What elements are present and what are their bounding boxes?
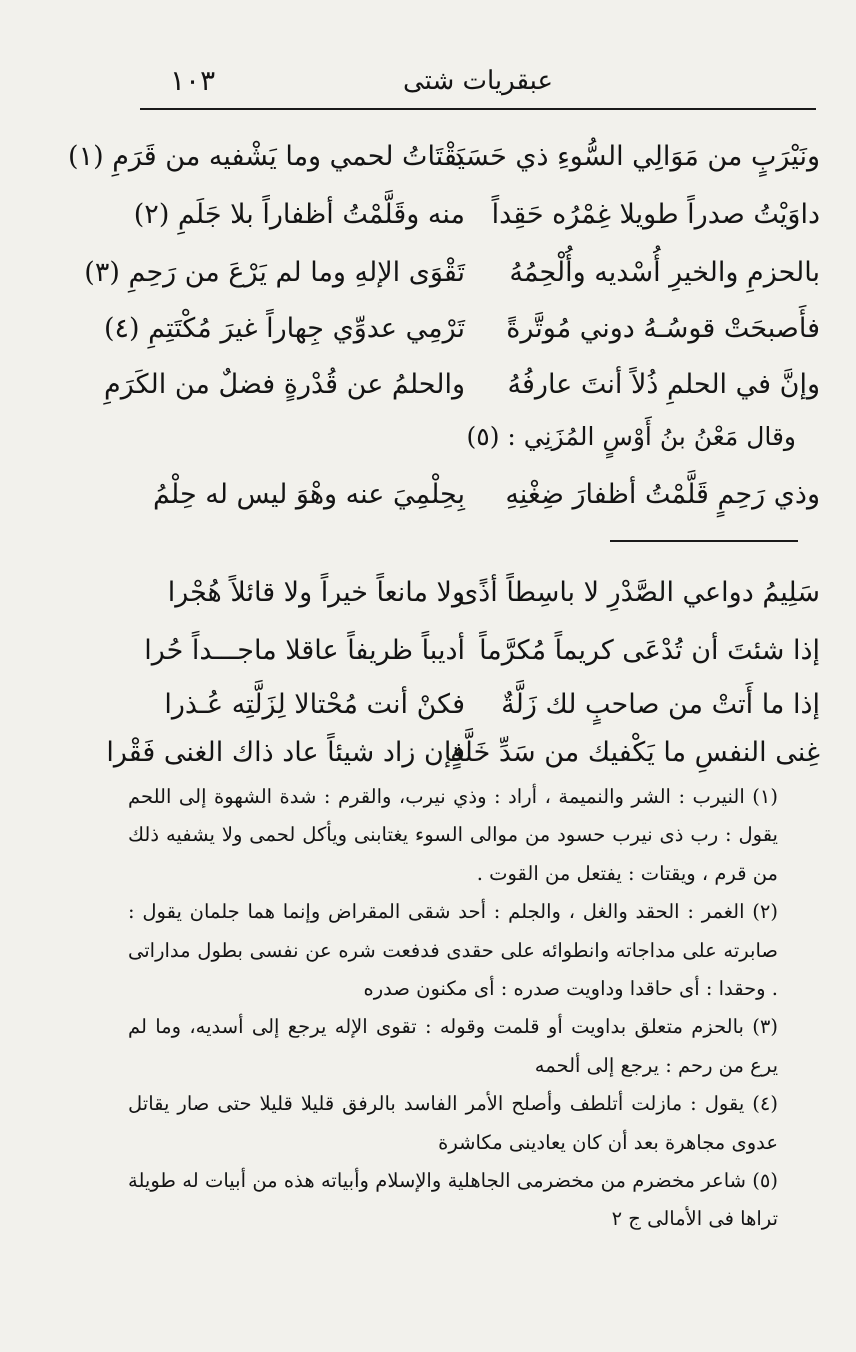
verse-first-hemistich: وإنَّ في الحلمِ ذُلاً أنتَ عارفُهُ [507, 369, 820, 400]
verse-line [130, 568, 820, 618]
header-rule [140, 108, 816, 110]
verse-first-hemistich: بالحزمِ والخيرِ أُسْديه وأُلْحِمُهُ [509, 257, 820, 288]
footnote: (٣) بالحزم متعلق بداويت أو قلمت وقوله : تقوى الإله يرجع إلى أسديه، وما لم يرع من رحم : يرجع إلى ألحمه [128, 1015, 778, 1077]
verse-line [106, 728, 820, 778]
running-title: عبقريات شتى [402, 66, 554, 96]
verse-second-hemistich: فإن زاد شيئاً عاد ذاك الغنى فَقْرا [106, 737, 465, 768]
verse-first-hemistich: فأَصبحَتْ قوسُـهُ دوني مُوتَّرةً [506, 313, 820, 344]
verse-first-hemistich: وذي رَحِمٍ قَلَّمْتُ أظفارَ ضِغْنِهِ [505, 479, 820, 510]
verse-second-hemistich: تَرْمِي عدوِّي جِهاراً غيرَ مُكْتَتِمِ (٤) [103, 313, 465, 344]
verse-second-hemistich: ولا مانعاً خيراً ولا قائلاً هُجْرا [167, 577, 465, 608]
verse-second-hemistich: والحلمُ عن قُدْرةٍ فضلٌ من الكَرَمِ [104, 369, 465, 400]
verse-first-hemistich: سَلِيمُ دواعي الصَّدْرِ لا باسِطاً أذًى [457, 577, 820, 608]
footnote: (٤) يقول : مازلت أتلطف وأصلح الأمر الفاسد بالرفق قليلا قليلا حتى صار يقاتل عدوى مجاهرة بعد أن كان يعادينى مكاشرة [128, 1092, 778, 1154]
verse-second-hemistich: تَقْوَى الإلهِ وما لم يَرْعَ من رَحِمِ (٣) [84, 257, 465, 288]
verse-line [68, 132, 820, 182]
verse-line [130, 626, 820, 676]
verse-line [84, 248, 820, 298]
verse-line [103, 304, 820, 354]
section-divider [610, 540, 798, 542]
verse-first-hemistich: داوَيْتُ صدراً طويلا غِمْرُه حَقِداً [491, 199, 820, 230]
verse-line [130, 680, 820, 730]
footnote: (١) النيرب : الشر والنميمة ، أراد : وذي نيرب، والقرم : شدة الشهوة إلى اللحم يقول : رب ذى نيرب حسود من موالى السوء يغتابنى ويأكل لحمى ولا يشفيه ذلك من قرم ، ويقتات : يفتعل من القوت . [128, 785, 778, 885]
verse-line [130, 470, 820, 520]
verse-second-hemistich: يَقْتَاتُ لحمي وما يَشْفيه من قَرَمِ (١) [68, 141, 465, 172]
verse-line [104, 360, 820, 410]
footnote: (٥) شاعر مخضرم من مخضرمى الجاهلية والإسلام وأبياته هذه من أبيات له طويلة تراها فى الأمالى ج ٢ [128, 1169, 778, 1231]
verse-second-hemistich: منه وقَلَّمْتُ أظفاراً بلا جَلَمِ (٢) [133, 199, 465, 230]
verse-second-hemistich: بِحِلْمِيَ عنه وهْوَ ليس له حِلْمُ [153, 479, 465, 510]
footnote: (٢) الغمر : الحقد والغل ، والجلم : أحد شقى المقراض وإنما هما جلمان يقول : صابرته على مداجاته وانطوائه على حقدى فدفعت شره عن نفسى بطول مداراتى . وحقدا : أى حاقدا وداويت صدره : أى مكنون صدره [128, 900, 778, 1001]
verse-second-hemistich: أديباً ظريفاً عاقلا ماجـــداً حُرا [144, 635, 465, 666]
verse-first-hemistich: إذا شئتَ أن تُدْعَى كريماً مُكرَّماً [479, 635, 820, 666]
poet-intro: وقال مَعْنُ بنُ أَوْسٍ المُزَنِي : (٥) [466, 422, 796, 451]
page-number: ١٠٣ [170, 64, 216, 97]
verse-second-hemistich: فكنْ أنت مُحْتالا لِزَلَّتِه عُـذرا [164, 689, 465, 720]
verse-first-hemistich: غِنى النفسِ ما يَكْفيك من سَدِّ خَلَّةٍ [450, 737, 820, 768]
verse-first-hemistich: إذا ما أَتتْ من صاحبٍ لك زَلَّةٌ [501, 689, 820, 720]
verse-first-hemistich: ونَيْرَبٍ من مَوَالِي السُّوءِ ذي حَسَد [451, 141, 820, 172]
footnotes [128, 778, 818, 1239]
verse-line [130, 190, 820, 240]
page-header [140, 60, 816, 104]
